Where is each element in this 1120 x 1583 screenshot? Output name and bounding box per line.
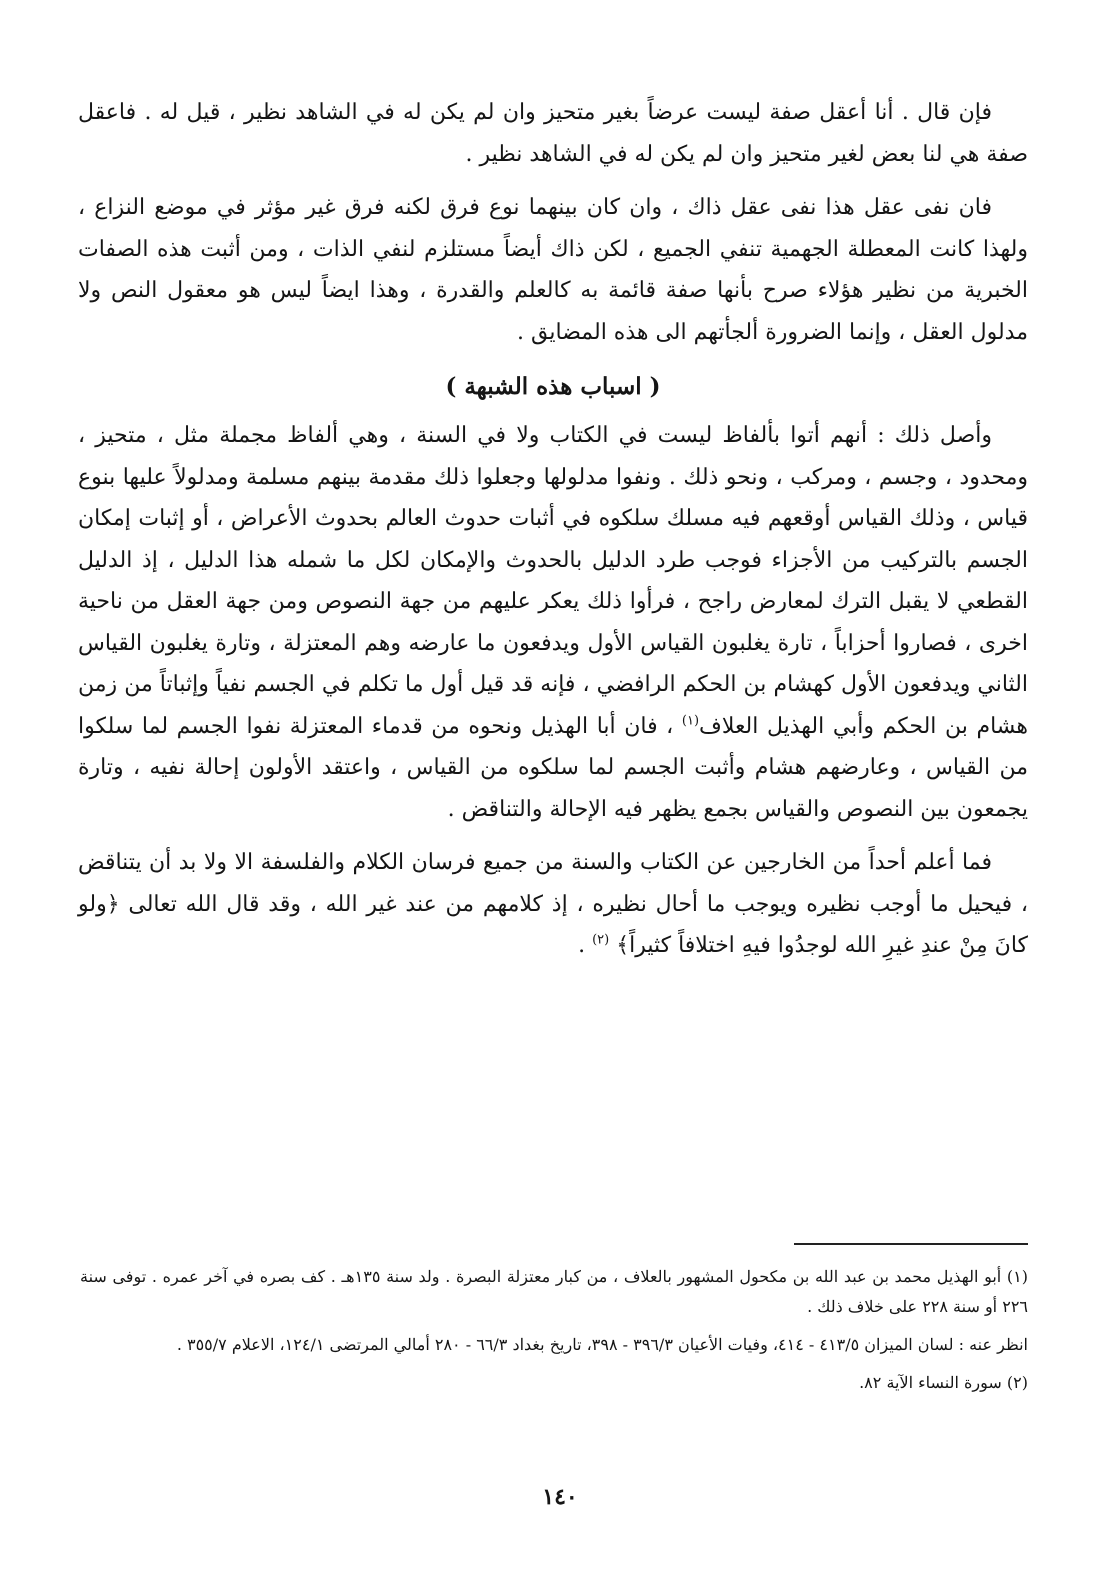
footnotes bbox=[80, 1262, 1028, 1406]
section-heading: ( اسباب هذه الشبهة ) bbox=[445, 373, 661, 400]
footnote-separator bbox=[794, 1243, 1028, 1245]
footnote-ref-1: (١) bbox=[681, 713, 700, 729]
footnote-1: (١) أبو الهذيل محمد بن عبد الله بن مكحول المشهور بالعلاف ، من كبار معتزلة البصرة . ولد سنة ١٣٥هـ . كف بصره في آخر عمره . توفى سنة ٢٢٦ أو سنة ٢٢٨ على خلاف ذلك . bbox=[80, 1267, 1028, 1316]
paragraph-4-end: . bbox=[578, 933, 586, 958]
footnote-2: (٢) سورة النساء الآية ٨٢. bbox=[859, 1373, 1028, 1392]
page-number: ١٤٠ bbox=[542, 1484, 578, 1510]
paragraph-3-text: وأصل ذلك : أنهم أتوا بألفاظ ليست في الكتاب ولا في السنة ، وهي ألفاظ مجملة مثل ، متحيز ، ومحدود ، وجسم ، ومركب ، ونحو ذلك . ونفوا مدلولها وجعلوا ذلك مقدمة بينهم مسلمة ومدلولاً عليها بنوع قياس ، وذلك القياس أوقعهم فيه مسلك سلكوه في أثبات حدوث العالم بحدوث الأعراض ، أو إثبات إمكان الجسم بالتركيب من الأجزاء فوجب طرد الدليل بالحدوث والإمكان لكل ما شمله هذا الدليل ، إذ الدليل القطعي لا يقبل الترك لمعارض راجح ، فرأوا ذلك يعكر عليهم من جهة النصوص ومن جهة العقل من ناحية اخرى ، فصاروا أحزاباً ، تارة يغلبون القياس الأول ويدفعون ما عارضه وهم المعتزلة ، وتارة يغلبون القياس الثاني ويدفعون الأول كهشام بن الحكم الرافضي ، فإنه قد قيل أول ما تكلم في الجسم نفياً وإثباتاً من زمن هشام بن الحكم وأبي الهذيل العلاف bbox=[78, 423, 1028, 739]
paragraph-3-continued: ، فان أبا الهذيل ونحوه من قدماء المعتزلة نفوا الجسم لما سلكوا من القياس ، وعارضهم هشام وأثبت الجسم لما سلكوه من القياس ، واعتقد الأولون إحالة نفيه ، وتارة يجمعون بين النصوص والقياس بجمع يظهر فيه الإحالة والتناقض . bbox=[78, 713, 1028, 822]
footnote-ref-2: (٢) bbox=[592, 932, 610, 948]
paragraph-3 bbox=[78, 415, 1028, 830]
page-body bbox=[78, 92, 1028, 979]
paragraph-4-text: فما أعلم أحداً من الخارجين عن الكتاب والسنة من جميع فرسان الكلام والفلسفة الا ولا بد أن يتناقض ، فيحيل ما أوجب نظيره ويوجب ما أحال نظيره ، إذ كلامهم من عند غير الله ، وقد قال الله تعالى ﴿ولو كانَ مِنْ عندِ غيرِ الله لوجدُوا فيهِ اختلافاً كثيراً﴾ bbox=[78, 850, 1028, 958]
footnote-1-references: انظر عنه : لسان الميزان ٤١٣/٥ - ٤١٤، وفيات الأعيان ٣٩٦/٣ - ٣٩٨، تاريخ بغداد ٦٦/٣ - ٢٨٠ أمالي المرتضى ١٢٤/١، الاعلام ٣٥٥/٧ . bbox=[176, 1335, 1028, 1354]
paragraph-2: فان نفى عقل هذا نفى عقل ذاك ، وان كان بينهما نوع فرق لكنه فرق غير مؤثر في موضع النزاع ، ولهذا كانت المعطلة الجهمية تنفي الجميع ، لكن ذاك أيضاً مستلزم لنفي الذات ، ومن أثبت هذه الصفات الخبرية من نظير هؤلاء صرح بأنها صفة قائمة به كالعلم والقدرة ، وهذا ايضاً ليس هو معقول النص ولا مدلول العقل ، وإنما الضرورة ألجأتهم الى هذه المضايق . bbox=[78, 195, 1028, 345]
paragraph-1: فإن قال . أنا أعقل صفة ليست عرضاً بغير متحيز وان لم يكن له في الشاهد نظير ، قيل له . فاعقل صفة هي لنا بعض لغير متحيز وان لم يكن له في الشاهد نظير . bbox=[78, 100, 1028, 167]
paragraph-4 bbox=[78, 842, 1028, 967]
